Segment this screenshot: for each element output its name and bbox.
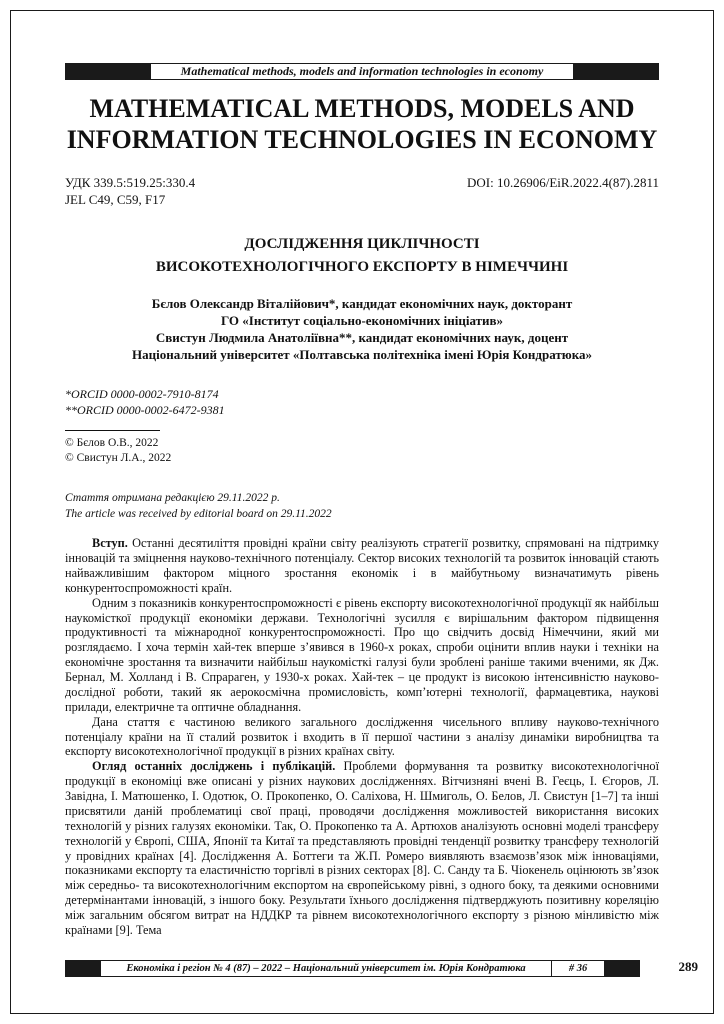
header-left-bar-block [65, 63, 151, 80]
running-head-text: Mathematical methods, models and information technologies in economy [151, 63, 573, 80]
journal-section-title-line1: MATHEMATICAL METHODS, MODELS AND [89, 94, 635, 123]
article-body [65, 536, 659, 938]
journal-section-title [65, 93, 659, 155]
article-title-line2: ВИСОКОТЕХНОЛОГІЧНОГО ЕКСПОРТУ В НІМЕЧЧИНІ [155, 258, 569, 275]
footer-left-bar-block [65, 960, 101, 977]
paragraph-review-lead: Огляд останніх досліджень і публікацій. [92, 759, 336, 774]
paragraph [65, 596, 659, 715]
author-line-2: Свистун Людмила Анатоліївна**, кандидат економічних наук, доцент [155, 329, 569, 345]
paragraph-review-text: Проблеми формування та розвитку високотехнологічної продукції в економіці вже описані у різних наукових дослідженнях. Вітчизняні вчені В. Геєць, І. Єгоров, Л. Завідна, І. Матюшенко, І. Одотюк, О. Прокопенко, О. Саліхова, Н. Шмиголь, О. Белов, Л. Свистун [1–7] та інші присвятили даній проблематиці свої праці, проводячи дослідження можливостей використання високих технологій у різних галузях економіки. Так, О. Прокопенко та А. Артюхов аналізують основні моделі трансферу технологій у Європі, США, Японії та Китаї та представляють провідні тенденції розвитку трансферу технологій у провідних країнах [4]. Дослідження А. Боттеги та Ж.П. Ромеро виявляють взаємозв’язок між інноваціями, показниками експорту та еластичністю торгівлі в різних секторах [8]. С. Санду та Б. Чіокенель оцінюють зв’язок між середньо- та високотехнологічним експортом на європейському рівні, з одного боку, та деякими основними детермінантами інновацій, з іншого боку. Результати їхнього дослідження підтверджують позитивну кореляцію між загальним обсягом витрат на НДДКР та рівнем високотехнологічного експорту з різною мінливістю між країнами [9]. Тема [65, 759, 659, 937]
jel-codes: JEL С49, С59, F17 [65, 192, 166, 208]
footnote-separator [65, 430, 160, 431]
orcid-note-2: **ORCID 0000-0002-6472-9381 [65, 402, 225, 417]
paragraph-review [65, 759, 659, 938]
doi-code: DOI: 10.26906/EiR.2022.4(87).2811 [467, 175, 659, 191]
orcid-note-1: *ORCID 0000-0002-7910-8174 [65, 386, 219, 401]
footer-right-bar-block [604, 960, 640, 977]
paragraph-intro-lead: Вступ. [92, 536, 128, 551]
received-date-en: The article was received by editorial board on 29.11.2022 [65, 508, 332, 521]
meta-row [65, 175, 659, 192]
running-head-bar [65, 63, 659, 80]
paragraph [65, 715, 659, 760]
author-line-1: Бєлов Олександр Віталійович*, кандидат економічних наук, докторант [151, 296, 573, 312]
copyright-block [65, 436, 659, 466]
page-number: 289 [678, 959, 698, 974]
authors-block [65, 296, 659, 364]
author-affiliation-2: Національний університет «Полтавська політехніка імені Юрія Кондратюка» [132, 346, 592, 362]
footer-journal-text: Економіка і регіон № 4 (87) – 2022 – Національний університет ім. Юрія Кондратюка [101, 960, 551, 977]
received-date-ua: Стаття отримана редакцією 29.11.2022 р. [65, 491, 280, 504]
footer-issue-marker: # 36 [551, 960, 604, 977]
copyright-line-1: © Бєлов О.В., 2022 [65, 437, 159, 450]
paragraph-text: Одним з показників конкурентоспроможності є рівень експорту високотехнологічної продукції як найбільш наукомісткої продукції економіки держави. Технологічні зусилля є вирішальним фактором підвищення продуктивності та міжнародної конкурентоспроможності. Про що свідчить досвід Німеччини, який ми розглядаємо. І хоча термін хай-тек вперше з’явився в 1960-х роках, спроби оцінити вплив науки і техніки на економічне зростання та визначити найбільш наукомісткі галузі були зроблені раніше такими вченими, як Дж. Бернал, М. Холланд і В. Спрараген, у 1930-х роках. Хай-тек – це продукт із високою інтенсивністю науково-дослідної роботи, такий як аерокосмічна промисловість, комп’ютерні технології, фармацевтика, наукові прилади, електричне та оптичне обладнання. [65, 595, 659, 714]
page-content [65, 0, 659, 938]
copyright-line-2: © Свистун Л.А., 2022 [65, 452, 172, 465]
paragraph-intro-text: Останні десятиліття провідні країни світу реалізують стратегії розвитку, спрямовані на підтримку інновацій та зміцнення науково-технічного потенціалу. Сектор високих технологій та розвиток інновацій стають найважливішим фактором міцного зростання економік і в майбутньому визначатимуть рівень конкурентоспроможності країн. [65, 536, 659, 595]
paragraph-intro [65, 536, 659, 596]
udk-code: УДК 339.5:519.25:330.4 [65, 175, 196, 191]
journal-section-title-line2: INFORMATION TECHNOLOGIES IN ECONOMY [66, 125, 658, 155]
paragraph-text: Дана стаття є частиною великого загального дослідження чисельного впливу науково-технічного потенціалу країни на її сталий розвиток і входить в її першої частини з аналізу динаміки виробництва та експорту високотехнологічної продукції в різних країнах світу. [65, 714, 659, 759]
author-affiliation-1: ГО «Інститут соціально-економічних ініціатив» [220, 313, 504, 329]
article-title-line1: ДОСЛІДЖЕННЯ ЦИКЛІЧНОСТІ [244, 236, 480, 253]
orcid-block [65, 386, 659, 418]
received-block [65, 490, 659, 522]
header-right-bar-block [573, 63, 659, 80]
footer-bar [65, 960, 640, 977]
article-title [65, 233, 659, 278]
